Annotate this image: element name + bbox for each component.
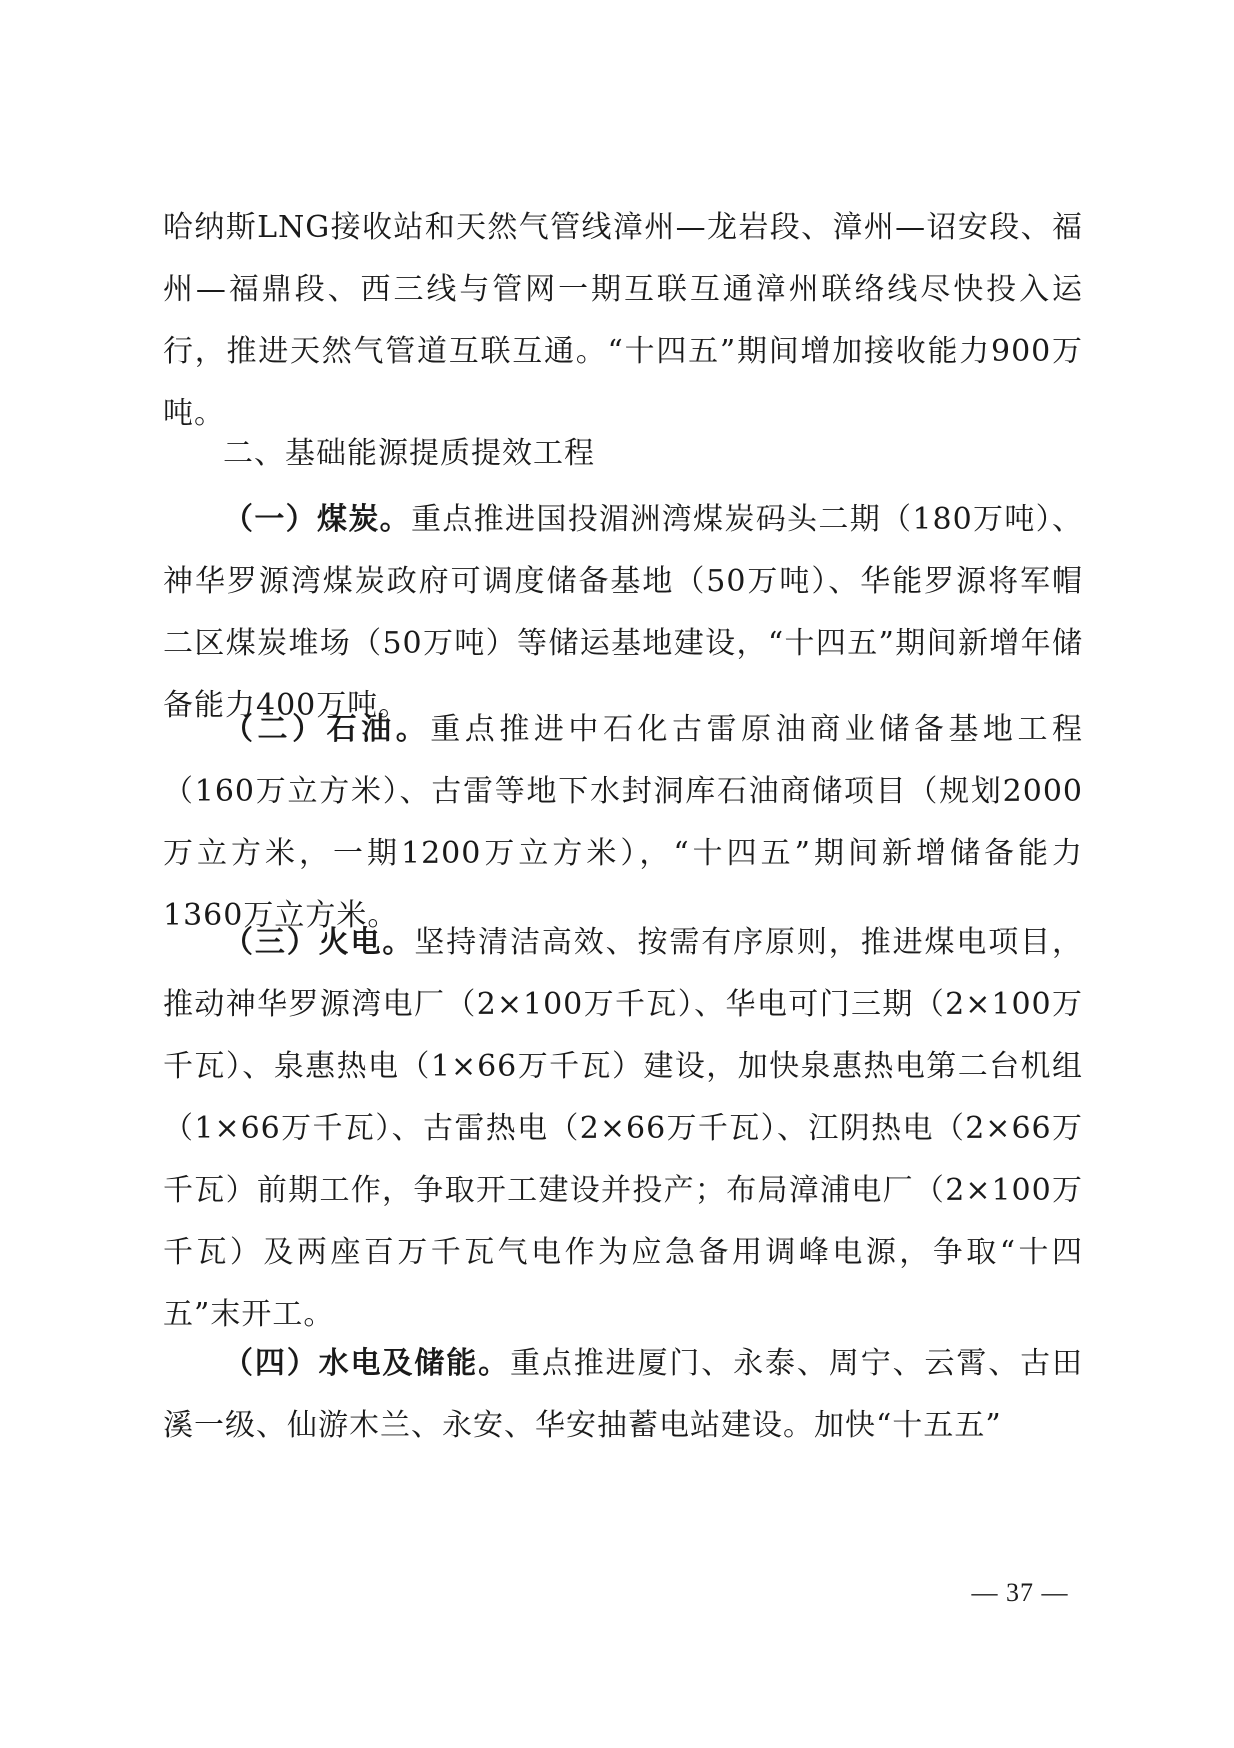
paragraph-lead-hydro-storage: （四）水电及储能。 (223, 1346, 510, 1381)
page-number: — 37 — (971, 1578, 1069, 1607)
paragraph-lead-coal: （一）煤炭。 (223, 502, 412, 537)
paragraph-text: 重点推进中石化古雷原油商业储备基地工程（160万立方米）、古雷等地下水封洞库石油商储项目（规划2000万立方米，一期1200万立方米），“十四五”期间新增储备能力1360万立方米。 (163, 712, 1083, 933)
paragraph-hydro-storage (163, 1333, 1083, 1457)
section-heading-basic-energy: 二、基础能源提质提效工程 (223, 436, 595, 471)
paragraph-lead-thermal-power: （三）火电。 (223, 925, 415, 960)
paragraph-gas-pipeline (163, 197, 1083, 445)
paragraph-thermal-power (163, 912, 1083, 1346)
paragraph-text: 重点推进国投湄洲湾煤炭码头二期（180万吨）、神华罗源湾煤炭政府可调度储备基地（50万吨）、华能罗源将军帽二区煤炭堆场（50万吨）等储运基地建设，“十四五”期间新增年储备能力400万吨。 (163, 502, 1083, 723)
paragraph-text: 坚持清洁高效、按需有序原则，推进煤电项目，推动神华罗源湾电厂（2×100万千瓦）、华电可门三期（2×100万千瓦）、泉惠热电（1×66万千瓦）建设，加快泉惠热电第二台机组（1×66万千瓦）、古雷热电（2×66万千瓦）、江阴热电（2×66万千瓦）前期工作，争取开工建设并投产；布局漳浦电厂（2×100万千瓦）及两座百万千瓦气电作为应急备用调峰电源，争取“十四五”末开工。 (163, 925, 1084, 1332)
paragraph-lead-oil: （二）石油。 (223, 712, 431, 747)
paragraph-text: 重点推进厦门、永泰、周宁、云霄、古田溪一级、仙游木兰、永安、华安抽蓄电站建设。加快“十五五” (163, 1346, 1084, 1443)
paragraph-text: 哈纳斯LNG接收站和天然气管线漳州—龙岩段、漳州—诏安段、福州—福鼎段、西三线与管网一期互联互通漳州联络线尽快投入运行，推进天然气管道互联互通。“十四五”期间增加接收能力900万吨。 (163, 210, 1083, 431)
paragraph-oil (163, 699, 1083, 947)
